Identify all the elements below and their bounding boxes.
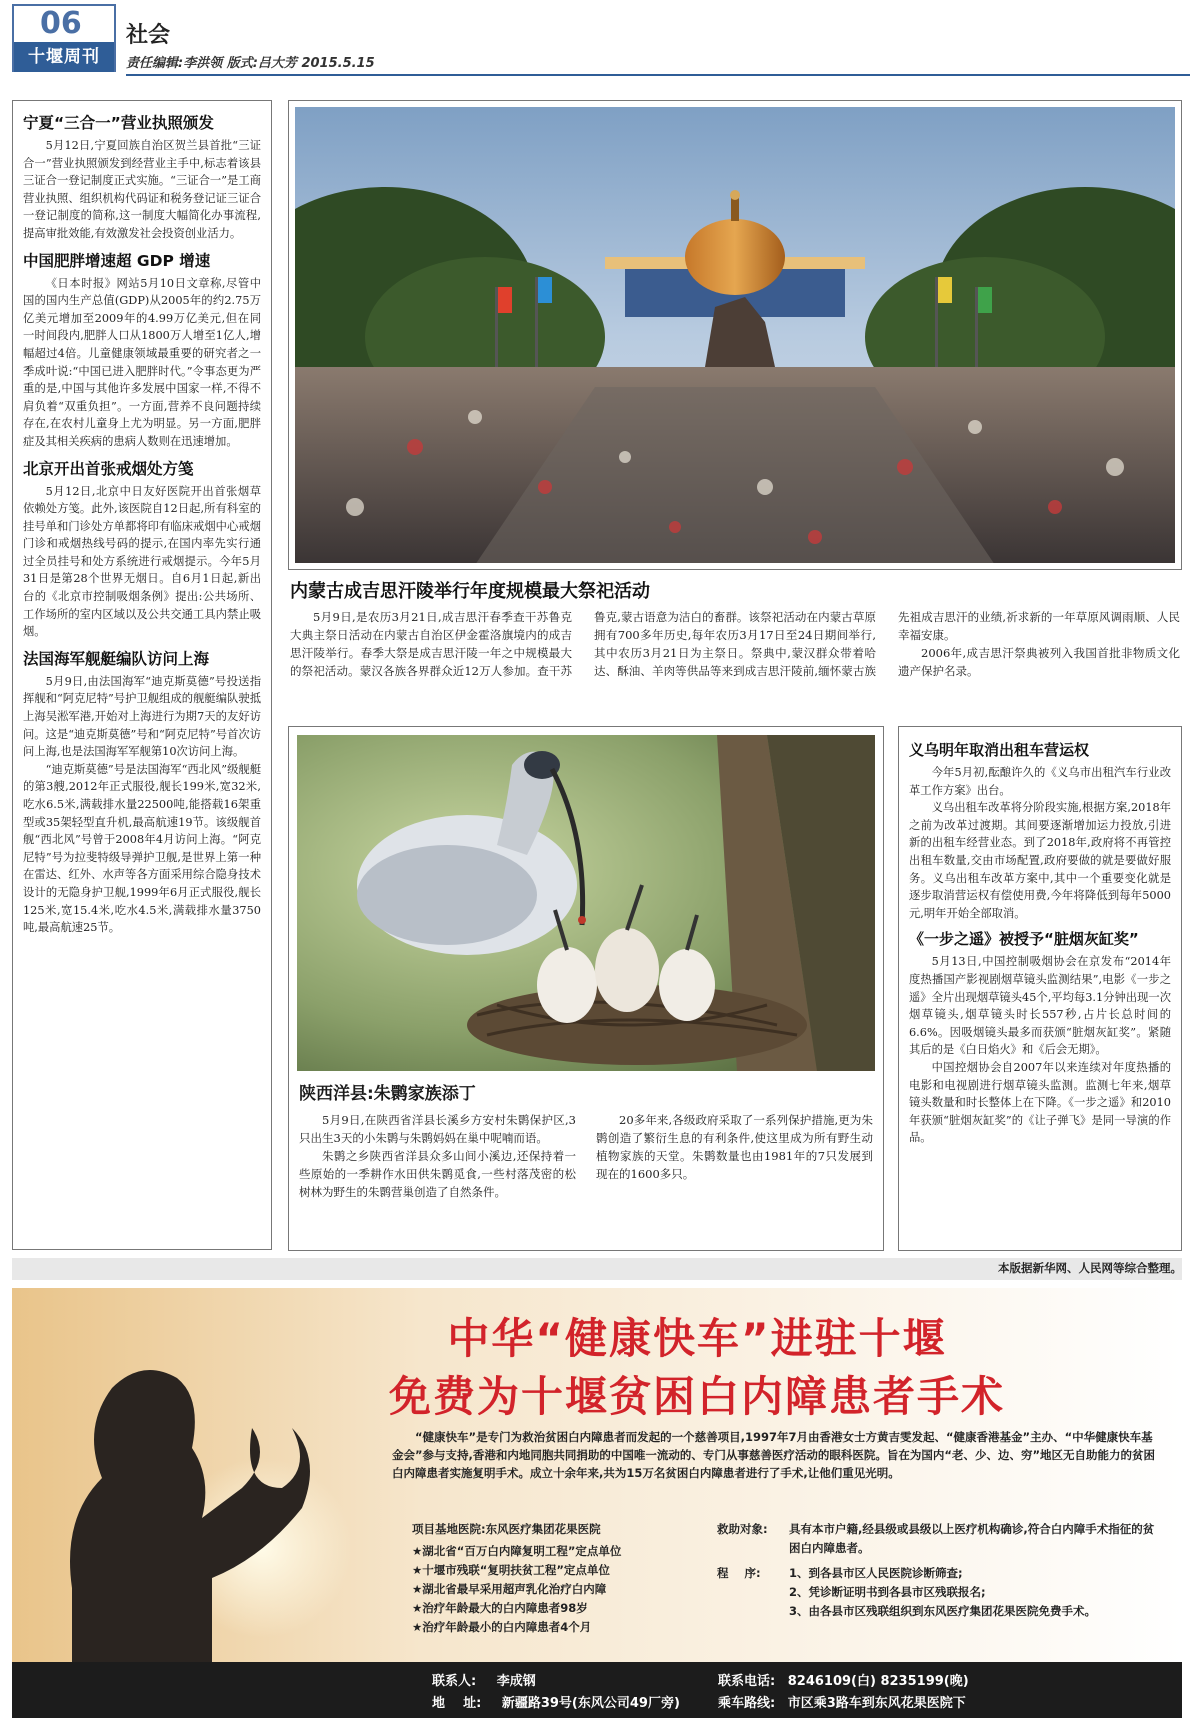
ad-procedure-item: 1、到各县市区人民医院诊断筛查; [789, 1566, 963, 1580]
ad-procedure-item: 2、凭诊断证明书到各县市区残联报名; [789, 1585, 986, 1599]
mausoleum-illustration [295, 107, 1175, 563]
main-photo-caption: 内蒙古成吉思汗陵举行年度规模最大祭祀活动 [290, 581, 650, 602]
ad-base-label: 项目基地医院:东风医疗集团花果医院 [412, 1522, 601, 1536]
ibis-story-paragraph: 朱鹮之乡陕西省洋县众多山间小溪边,还保持着一些原始的一季耕作水田供朱鹮觅食,一些村落茂密的松树林为野生的朱鹮营巢创造了自然条件。 [299, 1149, 576, 1199]
article-title: 法国海军舰艇编队访问上海 [23, 649, 210, 668]
article-title: 北京开出首张戒烟处方笺 [23, 459, 194, 478]
ad-base-item: ★湖北省最早采用超声乳化治疗白内障 [412, 1582, 607, 1596]
ad-base-item: ★治疗年龄最大的白内障患者98岁 [412, 1601, 588, 1615]
ad-phone-value: 8246109(白) 8235199(晚) [787, 1674, 969, 1689]
ad-procedure-label: 程 序: [717, 1566, 761, 1580]
article-title: 中国肥胖增速超 GDP 增速 [23, 251, 211, 270]
ad-route-value: 市区乘3路车到东风花果医院下 [787, 1696, 966, 1711]
ad-base-item: ★治疗年龄最小的白内障患者4个月 [412, 1620, 592, 1634]
ad-contact-name: 李成钢 [496, 1674, 536, 1689]
article-body: 今年5月初,酝酿许久的《义乌市出租汽车行业改革工作方案》出台。 [909, 766, 1171, 797]
ibis-story-body [299, 1111, 873, 1241]
article-body: 5月13日,中国控制吸烟协会在京发布“2014年度热播国产影视剧烟草镜头监测结果”,电影《一步之遥》全片出现烟草镜头45个,平均每3.1分钟出现一次烟草镜头,烟草镜头时长557秒,占片长总时间的6.6%。因吸烟镜头最多而获颁“脏烟灰缸奖”。紧随其后的是《白日焰火》和《后会无期》。 [909, 955, 1171, 1057]
article-body: 中国控烟协会自2007年以来连续对年度热播的电影和电视剧进行烟草镜头监测。监测七年来,烟草镜头数量和时长整体上在下降。《一步之遥》和2010年获颁“脏烟灰缸奖”的《让子弹飞》是同一导演的作品。 [909, 1060, 1171, 1145]
main-photo-box [288, 100, 1182, 570]
main-story-paragraph: 2006年,成吉思汗祭典被列入我国首批非物质文化遗产保护名录。 [898, 646, 1180, 678]
ibis-story-title: 陕西洋县:朱鹮家族添丁 [299, 1084, 476, 1104]
article-title: 《一步之遥》被授予“脏烟灰缸奖” [909, 930, 1139, 949]
page-number-box [12, 4, 116, 72]
ibis-photo [297, 735, 875, 1071]
ad-headline-2: 免费为十堰贫困白内障患者手术 [388, 1372, 1005, 1421]
article-ningxia [23, 111, 261, 243]
ad-contact-label: 联系人: [432, 1674, 477, 1689]
ad-contact-person [432, 1670, 536, 1689]
ad-address-value: 新疆路39号(东风公司49厂旁) [501, 1696, 680, 1711]
main-story-body [290, 608, 1180, 718]
ad-contact-phone [718, 1670, 969, 1689]
ad-headline-1: 中华“健康快车”进驻十堰 [447, 1314, 947, 1363]
article-body: 5月12日,北京中日友好医院开出首张烟草依赖处方笺。此外,该医院自12日起,所有科室的挂号单和门诊处方单都将印有临床戒烟中心戒烟门诊和戒烟热线号码的提示,在国内率先实行通过全员挂号和处方系统进行戒烟提示。今年5月31日是第28个世界无烟日。自6月1日起,新出台的《北京市控制吸烟条例》提出:公共场所、工作场所的室内区域以及公共交通工具内禁止吸烟。 [23, 484, 261, 639]
ad-route-label: 乘车路线: [718, 1696, 776, 1711]
mausoleum-photo [295, 107, 1175, 563]
article-body: 义乌出租车改革将分阶段实施,根据方案,2018年之前为改革过渡期。其间要逐渐增加运力投放,引进新的出租车经营业态。到了2018年,政府将不再管控出租车数量,交由市场配置,政府要做的就是要做好服务。义乌出租车改革方案中,其中一个重要变化就是逐步取消营运权有偿使用费,今年将降低到每年5000元,明年开始全部取消。 [909, 801, 1171, 920]
ibis-story-paragraph: 5月9日,在陕西省洋县长溪乡方安村朱鹮保护区,3只出生3天的小朱鹮与朱鹮妈妈在巢中呢喃而语。 [299, 1113, 576, 1145]
publication-name: 十堰周刊 [14, 42, 114, 72]
article-title: 义乌明年取消出租车营运权 [909, 741, 1090, 759]
ad-intro-text: “健康快车”是专门为救治贫困白内障患者而发起的一个慈善项目,1997年7月由香港女士方黄吉雯发起、“健康香港基金”主办、“中华健康快车基金会”参与支持,香港和内地同胞共同捐助的中国唯一流动的、专门从事慈善医疗活动的眼科医院。旨在为国内“老、少、边、穷”地区无自助能力的贫困白内障患者实施复明手术。成立十余年来,共为15万名贫困白内障患者进行了手术,让他们重见光明。 [392, 1430, 1156, 1480]
article-yiwu-taxi [909, 739, 1171, 922]
cataract-advertisement [12, 1288, 1182, 1718]
ad-base-hospital [412, 1520, 712, 1637]
ad-rescue-row [717, 1520, 1157, 1558]
article-body: “迪克斯莫德”号是法国海军“西北风”级舰艇的第3艘,2012年正式服役,舰长199米,宽32米,吃水6.5米,满载排水量22500吨,能搭载16架重型或35架轻型直升机,最高航速19节。该级舰首舰“西北风”号曾于2008年4月访问上海。“阿克尼特”号为拉斐特级导弹护卫舰,是世界上第一种在雷达、红外、水声等各方面采用综合隐身技术设计的无隐身护卫舰,1999年6月正式服役,舰长125米,宽15.4米,吃水4.5米,满载排水量3750吨,最高航速25节。 [23, 762, 261, 935]
ibis-illustration [297, 735, 875, 1071]
right-column [898, 726, 1182, 1251]
article-body: 《日本时报》网站5月10日文章称,尽管中国的国内生产总值(GDP)从2005年的约2.75万亿美元增加至2009年的4.99万亿美元,但在同一时间段内,肥胖人口从1800万人增至1亿人,增幅超过4倍。儿童健康领域最重要的研究者之一季成叶说:“中国已进入肥胖时代。”令事态更为严重的是,中国与其他许多发展中国家一样,不得不肩负着“双重负担”。一方面,营养不良问题持续存在,在农村儿童身上尤为明显。另一方面,肥胖症及其相关疾病的患病人数则在迅速增加。 [23, 276, 261, 448]
ad-contact-route [718, 1692, 966, 1711]
article-body: 5月12日,宁夏回族自治区贺兰县首批“三证合一”营业执照颁发到经营业主手中,标志着该县三证合一登记制度正式实施。“三证合一”是工商营业执照、组织机构代码证和税务登记证三证合一登记制度的简称,这一制度大幅简化办事流程,提高审批效能,有效激发社会投资创业活力。 [23, 139, 261, 240]
left-column [12, 100, 272, 1250]
article-navy [23, 647, 261, 937]
ad-procedure-row [717, 1564, 1157, 1621]
page-number: 06 [14, 6, 114, 42]
main-story-paragraph: 5月9日,是农历3月21日,成吉思汗春季查干苏鲁克大典主祭日活动在内蒙古自治区伊金霍洛旗境内的成吉思汗陵举行。春季大祭是成吉思汗陵一年之中规模最大的祭祀活动。蒙汉各族各界群众近12万人参加。查干苏鲁克,蒙古语意为洁白的畜群。该祭祀活动在内蒙古草原拥有700多年历史,每年农历3月17日至24日期间举行,其中农历3月21日为主祭日。祭典中,蒙汉群众带着哈达、酥油、羊肉等供品等来到成吉思汗陵前,缅怀蒙古族先祖成吉思汗的业绩,祈求新的一年草原风调雨顺、人民幸福安康。 [290, 610, 1180, 678]
ibis-story-paragraph: 20多年来,各级政府采取了一系列保护措施,更为朱鹮创造了繁衍生息的有利条件,使这里成为所有野生动植物家族的天堂。朱鹮数量也由1981年的7只发展到现在的1600多只。 [596, 1113, 873, 1181]
ad-base-item: ★湖北省“百万白内障复明工程”定点单位 [412, 1544, 622, 1558]
ad-address-label: 地 址: [432, 1696, 482, 1711]
ibis-story-box [288, 726, 884, 1251]
ad-rescue-label: 救助对象: [717, 1522, 768, 1536]
ad-rescue-text: 具有本市户籍,经县级或县级以上医疗机构确诊,符合白内障手术指征的贫困白内障患者。 [789, 1522, 1155, 1555]
ad-contact-address [432, 1692, 680, 1711]
article-ashtray-award [909, 928, 1171, 1147]
ad-procedure-item: 3、由各县市区残联组织到东风医疗集团花果医院免费手术。 [789, 1604, 1096, 1618]
article-title: 宁夏“三合一”营业执照颁发 [23, 114, 214, 132]
ad-base-item: ★十堰市残联“复明扶贫工程”定点单位 [412, 1563, 610, 1577]
ad-phone-label: 联系电话: [718, 1674, 776, 1689]
section-title: 社会 [126, 23, 171, 48]
article-body: 5月9日,由法国海军“迪克斯莫德”号投送指挥舰和“阿克尼特”号护卫舰组成的舰艇编队驶抵上海吴淞军港,开始对上海进行为期7天的友好访问。这是“迪克斯莫德”号和“阿克尼特”号首次访问上海,也是法国海军军舰第10次访问上海。 [23, 674, 261, 759]
article-smoking [23, 457, 261, 641]
header-rule [126, 74, 1190, 76]
source-credit: 本版据新华网、人民网等综合整理。 [998, 1261, 1182, 1275]
editor-line: 责任编辑:李洪领 版式:吕大芳 2015.5.15 [126, 56, 375, 71]
ad-eligibility [717, 1520, 1157, 1621]
masthead [10, 4, 1190, 72]
article-obesity [23, 249, 261, 451]
ad-contact-bar [12, 1662, 1182, 1718]
